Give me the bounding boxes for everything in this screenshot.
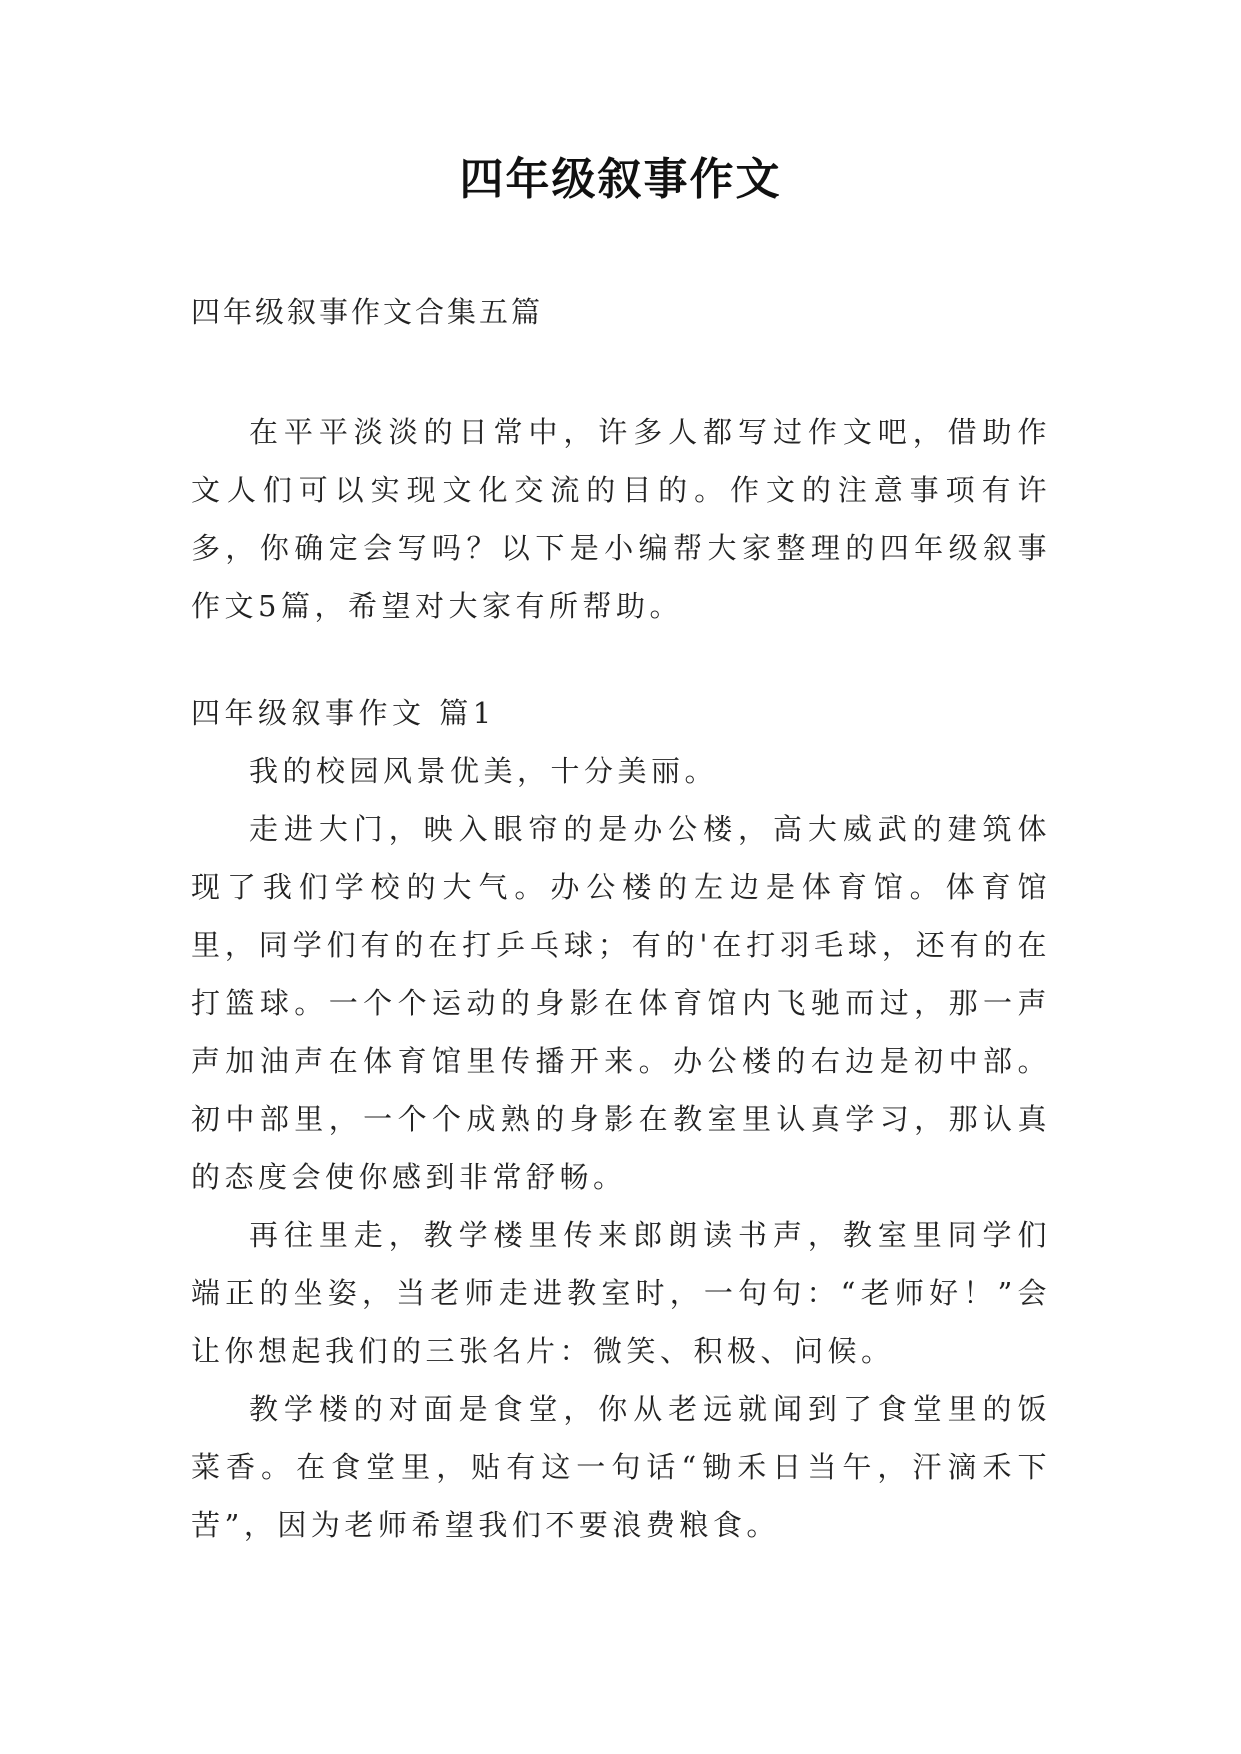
article-heading: 四年级叙事作文 篇1 xyxy=(191,696,496,730)
intro-paragraph: 在平平淡淡的日常中，许多人都写过作文吧，借助作文人们可以实现文化交流的目的。作文的注意事项有许多，你确定会写吗？以下是小编帮大家整理的四年级叙事作文5篇，希望对大家有所帮助。 xyxy=(191,415,1051,623)
document-title: 四年级叙事作文 xyxy=(459,154,782,205)
article-paragraph: 再往里走，教学楼里传来郎朗读书声，教室里同学们端正的坐姿，当老师走进教室时，一句句：“老师好！”会让你想起我们的三张名片：微笑、积极、问候。 xyxy=(191,1218,1051,1368)
intro-section xyxy=(191,403,1051,635)
article-paragraph: 教学楼的对面是食堂，你从老远就闻到了食堂里的饭菜香。在食堂里，贴有这一句话“锄禾日当午，汗滴禾下苦”，因为老师希望我们不要浪费粮食。 xyxy=(191,1392,1051,1542)
article-paragraph: 走进大门，映入眼帘的是办公楼，高大威武的建筑体现了我们学校的大气。办公楼的左边是体育馆。体育馆里，同学们有的在打乒乓球；有的'在打羽毛球，还有的在打篮球。一个个运动的身影在体育馆内飞驰而过，那一声声加油声在体育馆里传播开来。办公楼的右边是初中部。初中部里，一个个成熟的身影在教室里认真学习，那认真的态度会使你感到非常舒畅。 xyxy=(191,812,1051,1194)
document-subtitle: 四年级叙事作文合集五篇 xyxy=(191,295,544,329)
article-paragraph: 我的校园风景优美，十分美丽。 xyxy=(249,754,719,788)
article-section xyxy=(191,684,1051,1554)
